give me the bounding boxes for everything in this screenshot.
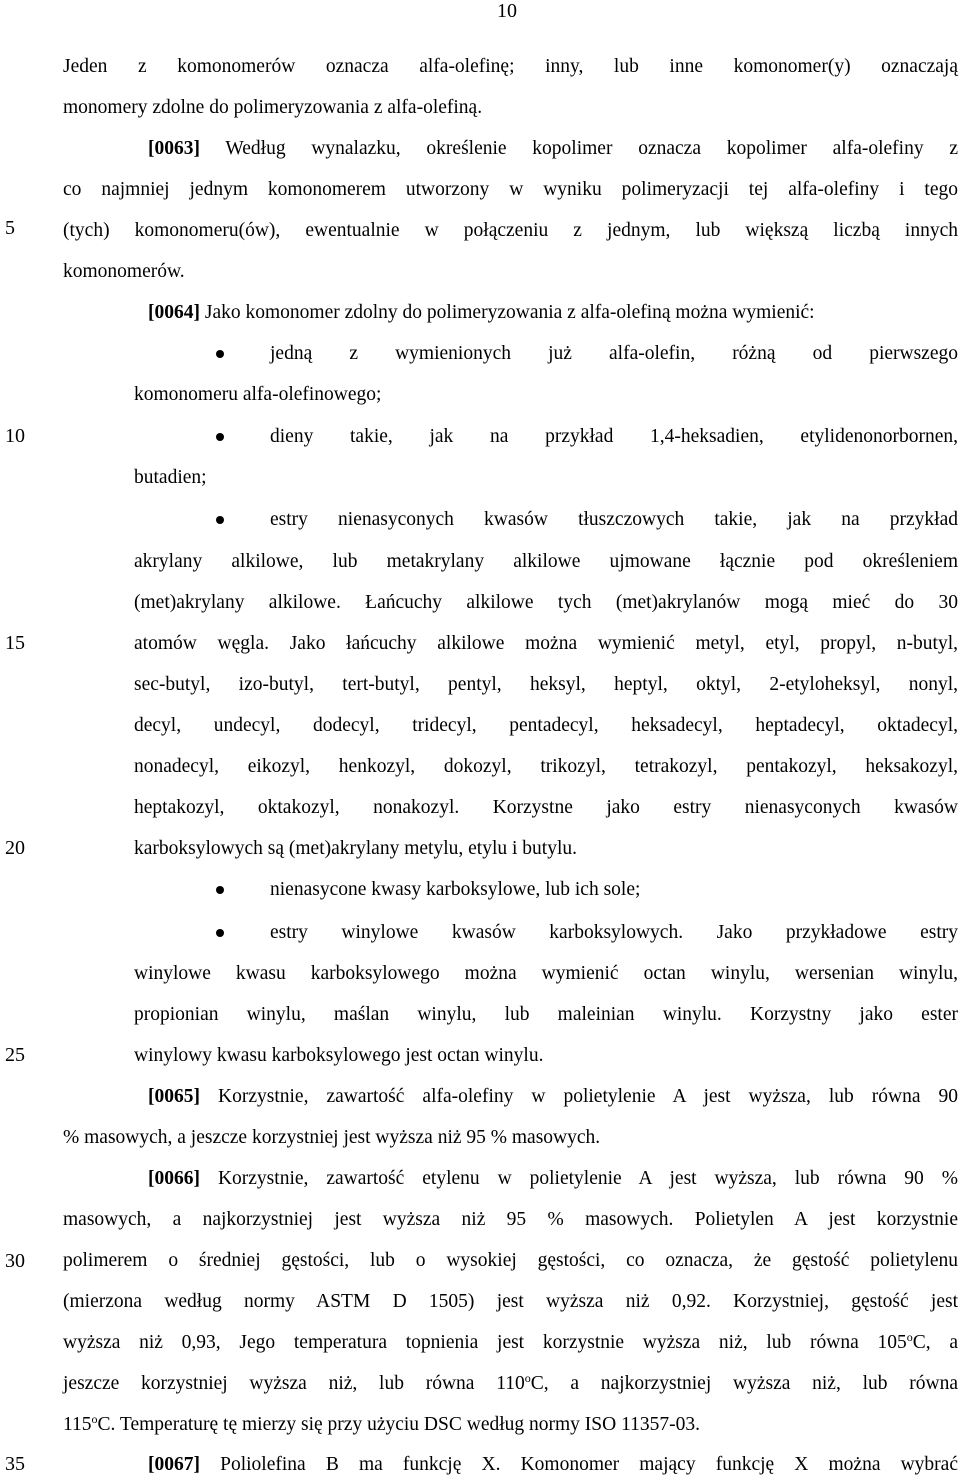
bullet-line: nienasycone kwasy karboksylowe, lub ich sole; <box>270 879 641 900</box>
line-number-10: 10 <box>5 425 25 447</box>
body-line: (mierzona według normy ASTM D 1505) jest wyższa niż 0,92. Korzystniej, gęstość jest <box>63 1291 958 1312</box>
paragraph-0065-first-line <box>148 1085 958 1109</box>
line-number-35: 35 <box>5 1453 25 1475</box>
body-text: Korzystnie, zawartość alfa-olefiny w polietylenie A jest wyższa, lub równa 90 <box>218 1086 958 1107</box>
body-line: polimerem o średniej gęstości, lub o wysokiej gęstości, co oznacza, że gęstość polietylenu <box>63 1250 958 1271</box>
bullet-icon <box>216 929 224 937</box>
bullet-icon <box>216 433 224 441</box>
body-line: % masowych, a jeszcze korzystniej jest wyższa niż 95 % masowych. <box>63 1127 601 1148</box>
bullet-icon <box>216 516 224 524</box>
page-number: 10 <box>497 0 517 22</box>
paragraph-0064-first-line <box>148 301 958 325</box>
body-line: masowych, a najkorzystniej jest wyższa niż 95 % masowych. Polietylen A jest korzystnie <box>63 1209 958 1230</box>
body-line <box>63 1331 958 1355</box>
body-line: heptakozyl, oktakozyl, nonakozyl. Korzystne jako estry nienasyconych kwasów <box>134 797 958 818</box>
body-line: atomów węgla. Jako łańcuchy alkilowe można wymienić metyl, etyl, propyl, n-butyl, <box>134 633 958 654</box>
paragraph-tag: [0066] <box>148 1168 200 1189</box>
line-number-5: 5 <box>5 217 15 239</box>
body-text: C, a <box>912 1332 958 1353</box>
degree-superscript: o <box>906 1330 913 1344</box>
paragraph-tag: [0065] <box>148 1086 200 1107</box>
paragraph-0066-first-line <box>148 1167 958 1191</box>
degree-superscript: o <box>91 1412 98 1426</box>
line-number-15: 15 <box>5 632 25 654</box>
body-text: Korzystnie, zawartość etylenu w polietylenie A jest wyższa, lub równa 90 % <box>217 1168 958 1189</box>
body-line: (tych) komonomeru(ów), ewentualnie w połączeniu z jednym, lub większą liczbą innych <box>63 220 958 241</box>
body-text: wyższa niż 0,93, Jego temperatura topnienia jest korzystnie wyższa niż, lub równa 105 <box>63 1332 907 1353</box>
body-line: winylowe kwasu karboksylowego można wymienić octan winylu, wersenian winylu, <box>134 963 958 984</box>
body-line: nonadecyl, eikozyl, henkozyl, dokozyl, trikozyl, tetrakozyl, pentakozyl, heksakozyl, <box>134 756 958 777</box>
body-text: jeszcze korzystniej wyższa niż, lub równa 110 <box>63 1373 525 1394</box>
body-line: decyl, undecyl, dodecyl, tridecyl, pentadecyl, heksadecyl, heptadecyl, oktadecyl, <box>134 715 958 736</box>
body-line: butadien; <box>134 467 207 488</box>
bullet-line: estry winylowe kwasów karboksylowych. Jako przykładowe estry <box>270 922 958 943</box>
body-line: komonomerów. <box>63 261 185 282</box>
body-line: (met)akrylany alkilowe. Łańcuchy alkilowe tych (met)akrylanów mogą mieć do 30 <box>134 592 958 613</box>
body-line: monomery zdolne do polimeryzowania z alfa-olefiną. <box>63 97 483 118</box>
bullet-icon <box>216 886 224 894</box>
body-line <box>63 1413 958 1437</box>
body-line: propionian winylu, maślan winylu, lub maleinian winylu. Korzystny jako ester <box>134 1004 958 1025</box>
bullet-line: estry nienasyconych kwasów tłuszczowych takie, jak na przykład <box>270 509 958 530</box>
paragraph-tag: [0064] <box>148 302 200 323</box>
body-line <box>63 1372 958 1396</box>
body-line: Jeden z komonomerów oznacza alfa-olefinę; inny, lub inne komonomer(y) oznaczają <box>63 56 958 77</box>
paragraph-0063-first-line <box>148 137 958 161</box>
paragraph-tag: [0067] <box>148 1454 200 1475</box>
paragraph-0067-first-line <box>148 1453 958 1477</box>
degree-superscript: o <box>524 1371 531 1385</box>
body-text: Według wynalazku, określenie kopolimer oznacza kopolimer alfa-olefiny z <box>225 138 958 159</box>
line-number-20: 20 <box>5 837 25 859</box>
bullet-icon <box>216 350 224 358</box>
body-text: C, a najkorzystniej wyższa niż, lub równa <box>530 1373 958 1394</box>
body-line: karboksylowych są (met)akrylany metylu, etylu i butylu. <box>134 838 577 859</box>
body-line: sec-butyl, izo-butyl, tert-butyl, pentyl, heksyl, heptyl, oktyl, 2-etyloheksyl, nonyl, <box>134 674 958 695</box>
body-text: 115 <box>63 1414 92 1435</box>
body-line: winylowy kwasu karboksylowego jest octan winylu. <box>134 1045 544 1066</box>
body-line: komonomeru alfa-olefinowego; <box>134 384 382 405</box>
body-text: Jako komonomer zdolny do polimeryzowania z alfa-olefiną można wymienić: <box>204 302 815 323</box>
bullet-line: dieny takie, jak na przykład 1,4-heksadien, etylidenonorbornen, <box>270 426 958 447</box>
body-line: akrylany alkilowe, lub metakrylany alkilowe ujmowane łącznie pod określeniem <box>134 551 958 572</box>
body-line: co najmniej jednym komonomerem utworzony w wyniku polimeryzacji tej alfa-olefiny i tego <box>63 179 958 200</box>
paragraph-tag: [0063] <box>148 138 200 159</box>
body-text: Poliolefina B ma funkcję X. Komonomer mający funkcję X można wybrać <box>220 1454 958 1475</box>
line-number-25: 25 <box>5 1044 25 1066</box>
body-text: C. Temperaturę tę mierzy się przy użyciu DSC według normy ISO 11357-03. <box>97 1414 700 1435</box>
line-number-30: 30 <box>5 1250 25 1272</box>
bullet-line: jedną z wymienionych już alfa-olefin, różną od pierwszego <box>270 343 958 364</box>
